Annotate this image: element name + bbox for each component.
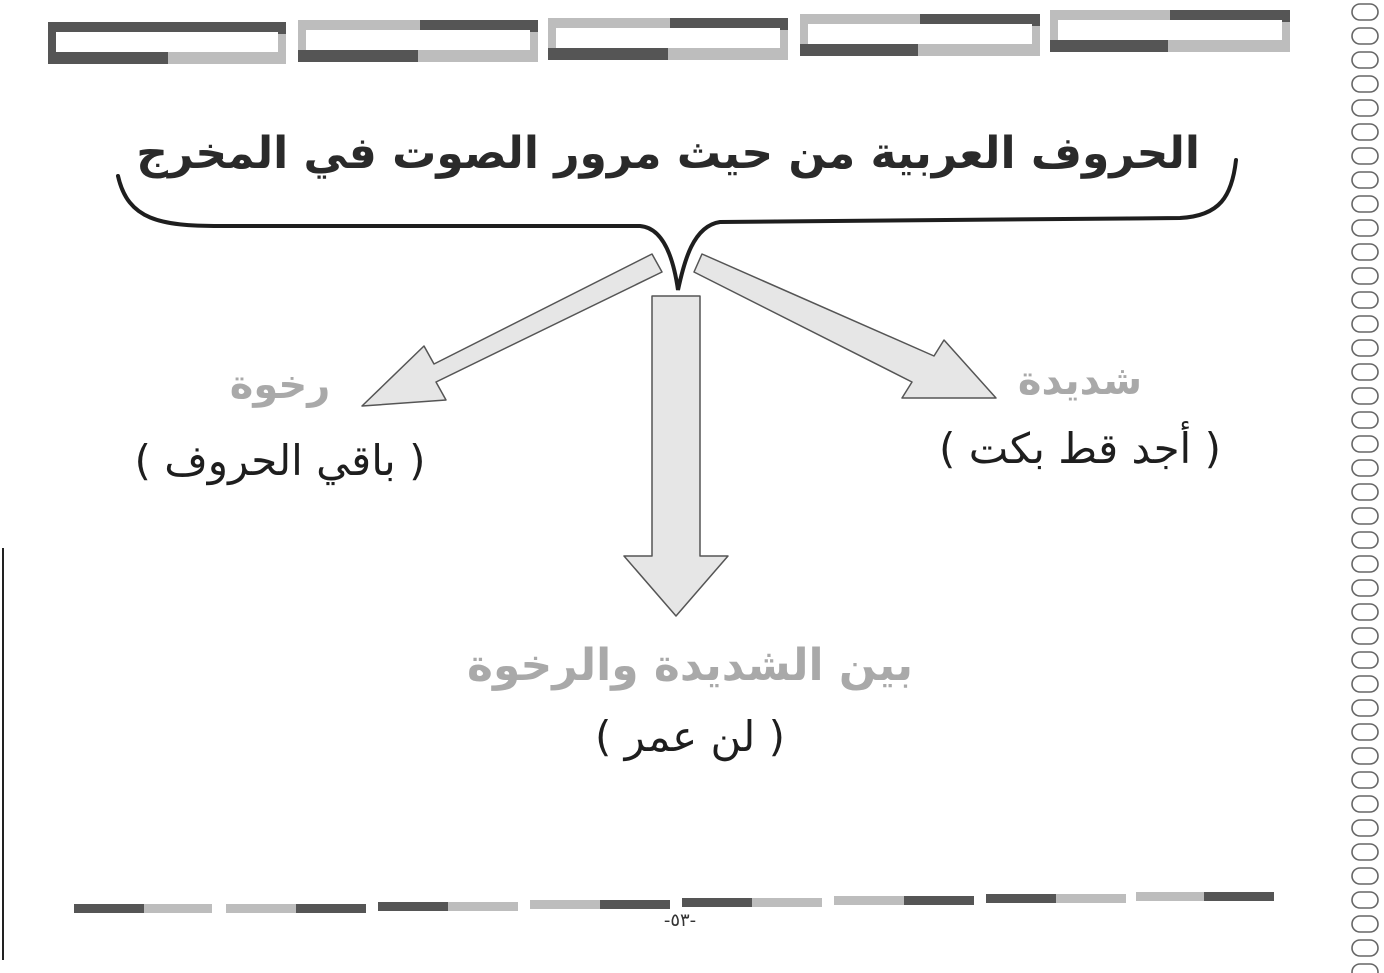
binding-loop [1352,364,1378,380]
binding-loop [1352,604,1378,620]
title-brace [118,160,1236,290]
binding-loop [1352,292,1378,308]
top-frame-2 [298,20,538,62]
binding-loop [1352,244,1378,260]
binding-loop [1352,172,1378,188]
binding-loop [1352,28,1378,44]
binding-loop [1352,460,1378,476]
binding-loop [1352,52,1378,68]
top-frame-4 [800,14,1040,56]
binding-loop [1352,700,1378,716]
binding-loop [1352,220,1378,236]
binding-loop [1352,340,1378,356]
binding-loop [1352,844,1378,860]
binding-loop [1352,676,1378,692]
binding-loop [1352,820,1378,836]
left-branch-heading: رخوة [229,362,331,408]
binding-loop [1352,388,1378,404]
binding-loop [1352,484,1378,500]
binding-loop [1352,556,1378,572]
binding-loop [1352,4,1378,20]
middle-branch-letters: ( لن عمر ) [594,712,786,761]
right-branch-heading: شديدة [1017,358,1143,404]
binding-loop [1352,796,1378,812]
left-branch-letters: ( باقي الحروف ) [134,436,426,485]
arrow-left [362,254,662,406]
binding-loop [1352,196,1378,212]
top-frame-1 [48,22,286,64]
binding-loop [1352,148,1378,164]
arrow-right [694,254,996,398]
binding-loop [1352,724,1378,740]
binding-loop [1352,268,1378,284]
binding-loop [1352,316,1378,332]
binding-loop [1352,748,1378,764]
binding-loop [1352,100,1378,116]
binding-loop [1352,436,1378,452]
binding-loop [1352,508,1378,524]
right-branch-letters: ( أجد قط بكت ) [939,424,1221,473]
top-frame-3 [548,18,788,60]
binding-loop [1352,772,1378,788]
top-frame-5 [1050,10,1290,52]
binding-loop [1352,868,1378,884]
binding-loop [1352,76,1378,92]
middle-branch-heading: بين الشديدة والرخوة [466,640,913,691]
spiral-binding [1352,4,1378,973]
binding-loop [1352,124,1378,140]
binding-loop [1352,580,1378,596]
binding-loop [1352,940,1378,956]
binding-loop [1352,652,1378,668]
binding-loop [1352,412,1378,428]
top-decorative-border [48,10,1290,64]
diagram-title: الحروف العربية من حيث مرور الصوت في المخرج [136,128,1200,179]
page-number: -٥٣- [663,910,697,931]
binding-loop [1352,964,1378,973]
arrow-middle [624,296,728,616]
binding-loop [1352,916,1378,932]
binding-loop [1352,532,1378,548]
binding-loop [1352,628,1378,644]
binding-loop [1352,892,1378,908]
